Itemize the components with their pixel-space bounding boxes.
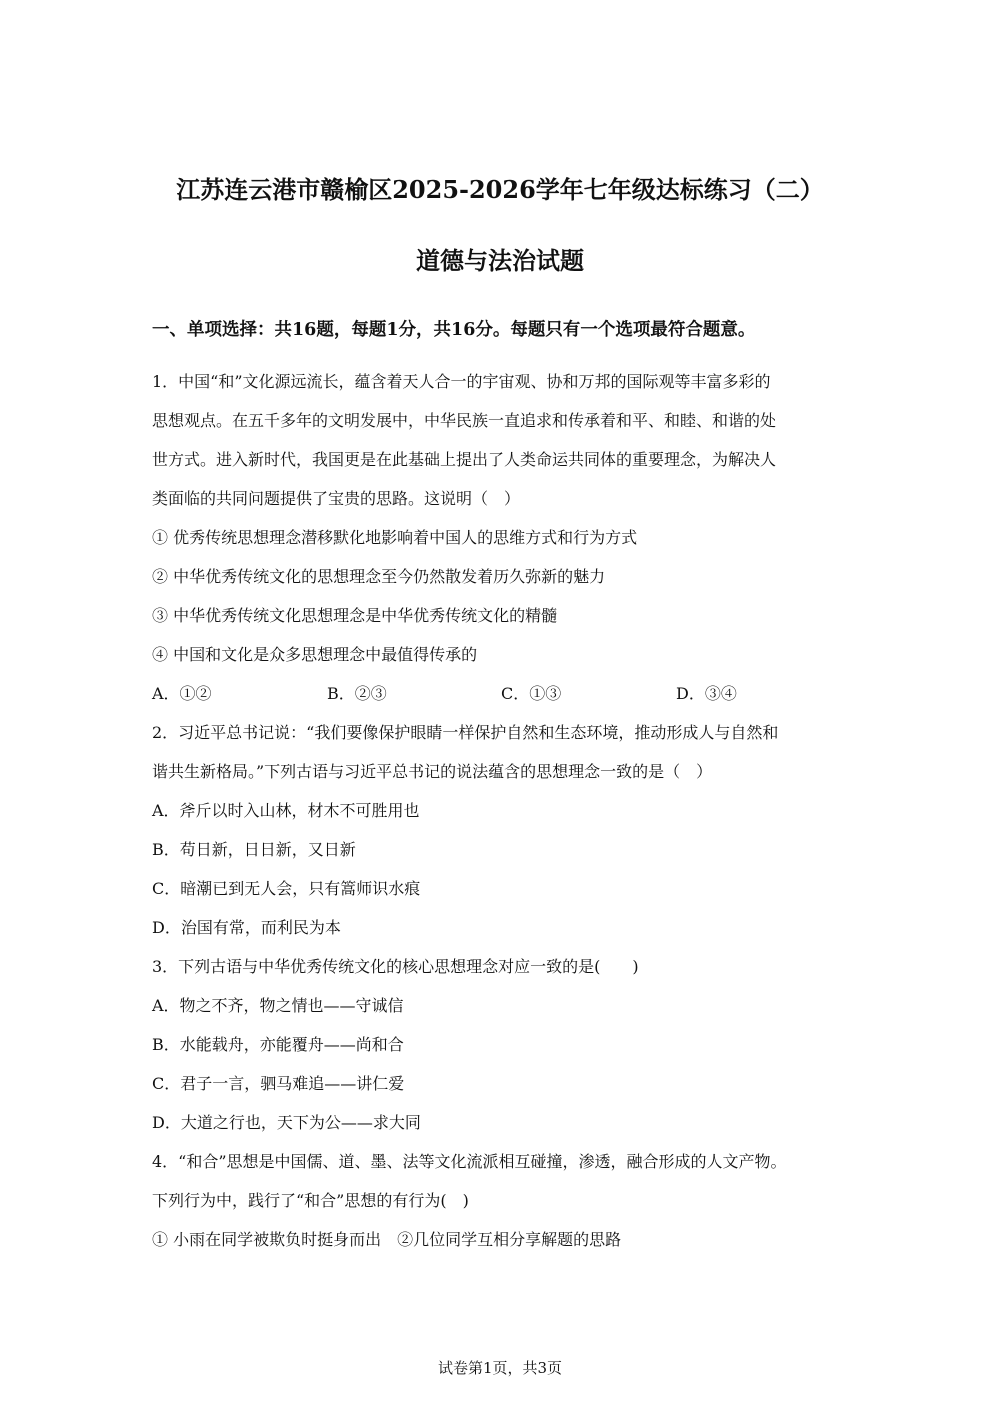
statement-item: ① 优秀传统思想理念潜移默化地影响着中国人的思维方式和行为方式 [152, 528, 638, 547]
exam-title: 江苏连云港市赣榆区2025-2026学年七年级达标练习（二） [176, 175, 824, 204]
section-heading: 一、单项选择：共16题，每题1分，共16分。每题只有一个选项最符合题意。 [152, 320, 756, 340]
option-b[interactable]: B．②③ [327, 684, 387, 703]
question-stem-line: 4．“和合”思想是中国儒、道、墨、法等文化流派相互碰撞，渗透，融合形成的人文产物。 [152, 1152, 787, 1171]
option-d[interactable]: D．③④ [676, 684, 737, 703]
statement-item: ① 小雨在同学被欺负时挺身而出 ②几位同学互相分享解题的思路 [152, 1230, 622, 1249]
question-stem-line: 谐共生新格局。”下列古语与习近平总书记的说法蕴含的思想理念一致的是（ ） [152, 762, 713, 781]
statement-item: ④ 中国和文化是众多思想理念中最值得传承的 [152, 645, 478, 664]
option-a[interactable]: A．①② [152, 684, 212, 703]
statement-item: ② 中华优秀传统文化的思想理念至今仍然散发着历久弥新的魅力 [152, 567, 606, 586]
option-d[interactable]: D．治国有常，而利民为本 [152, 918, 341, 937]
option-b[interactable]: B．水能载舟，亦能覆舟——尚和合 [152, 1035, 404, 1054]
option-d[interactable]: D．大道之行也，天下为公——求大同 [152, 1113, 421, 1132]
question-stem-line: 1．中国“和”文化源远流长，蕴含着天人合一的宇宙观、协和万邦的国际观等丰富多彩的 [152, 372, 771, 391]
question-stem-line: 世方式。进入新时代，我国更是在此基础上提出了人类命运共同体的重要理念，为解决人 [152, 450, 777, 469]
statement-item: ③ 中华优秀传统文化思想理念是中华优秀传统文化的精髓 [152, 606, 558, 625]
question-stem-line: 2．习近平总书记说：“我们要像保护眼睛一样保护自然和生态环境，推动形成人与自然和 [152, 723, 779, 742]
option-a[interactable]: A．物之不齐，物之情也——守诚信 [152, 996, 404, 1015]
page-footer: 试卷第1页，共3页 [437, 1359, 563, 1377]
question-stem-line: 下列行为中，践行了“和合”思想的有行为( ) [152, 1191, 469, 1210]
question-stem-line: 3．下列古语与中华优秀传统文化的核心思想理念对应一致的是( ) [152, 957, 639, 976]
option-c[interactable]: C．①③ [501, 684, 562, 703]
option-a[interactable]: A．斧斤以时入山林，材木不可胜用也 [152, 801, 420, 820]
option-b[interactable]: B．苟日新，日日新，又日新 [152, 840, 356, 859]
question-stem-line: 思想观点。在五千多年的文明发展中，中华民族一直追求和传承着和平、和睦、和谐的处 [152, 411, 777, 430]
question-stem-line: 类面临的共同问题提供了宝贵的思路。这说明（ ） [152, 489, 521, 508]
option-c[interactable]: C．君子一言，驷马难追——讲仁爱 [152, 1074, 405, 1093]
option-c[interactable]: C．暗潮已到无人会，只有篙师识水痕 [152, 879, 421, 898]
exam-subject-title: 道德与法治试题 [416, 246, 584, 275]
